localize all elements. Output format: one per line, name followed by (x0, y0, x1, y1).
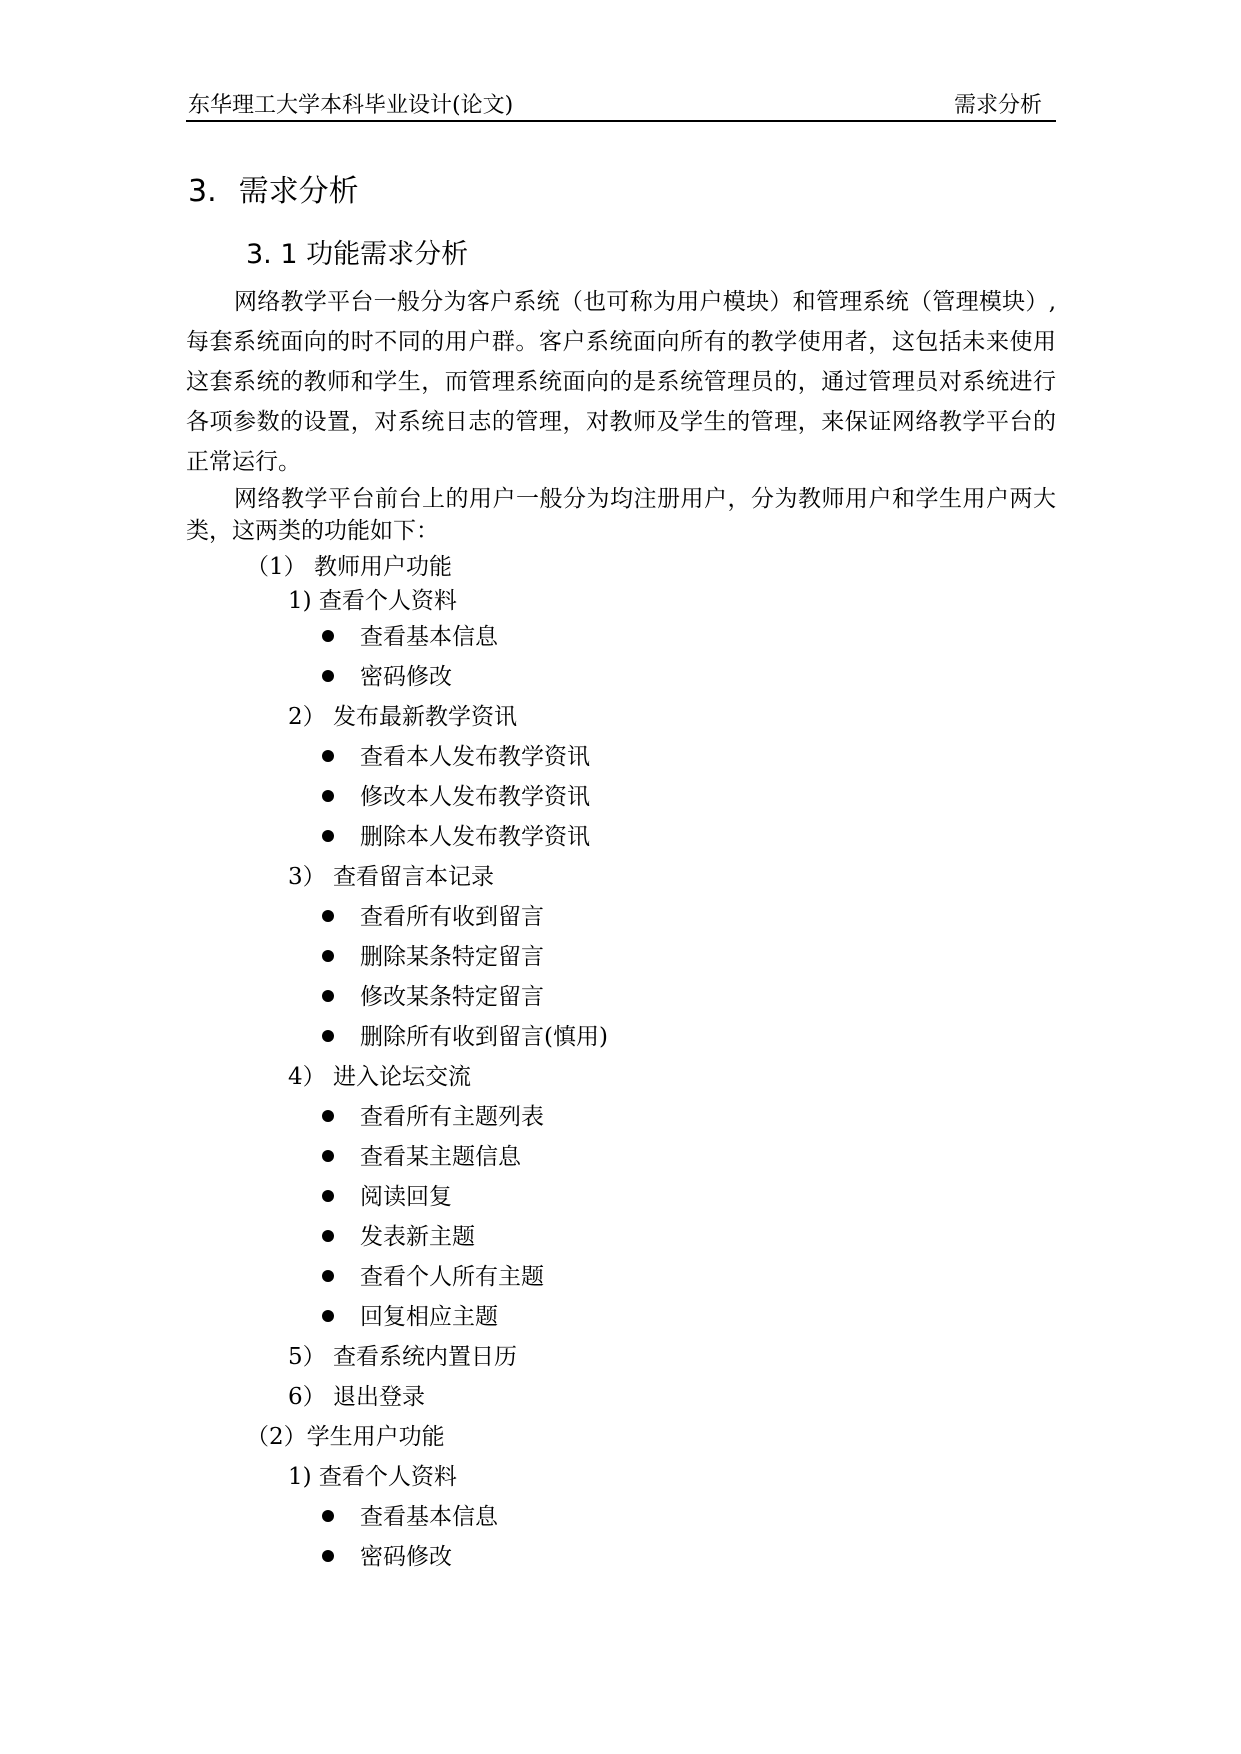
bullet-item: 删除某条特定留言 (322, 938, 544, 971)
bullet-item: 修改本人发布教学资讯 (322, 778, 590, 811)
bullet-item: 阅读回复 (322, 1178, 452, 1211)
outline-item-title: 3） 查看留言本记录 (288, 864, 494, 890)
outline-student-title: （2）学生用户功能 (246, 1424, 445, 1450)
section-number: 3. (188, 174, 217, 209)
bullet-dot-icon (322, 830, 334, 842)
bullet-item: 删除本人发布教学资讯 (322, 818, 590, 851)
bullet-dot-icon (322, 750, 334, 762)
bullet-dot-icon (322, 1030, 334, 1042)
bullet-dot-icon (322, 1110, 334, 1122)
outline-item-title: 6） 退出登录 (288, 1384, 425, 1410)
bullet-item: 查看本人发布教学资讯 (322, 738, 590, 771)
header-chapter-title: 需求分析 (953, 93, 1042, 118)
bullet-item: 密码修改 (322, 1538, 452, 1571)
paragraph: 网络教学平台一般分为客户系统（也可称为用户模块）和管理系统（管理模块）,每套系统面向的时不同的用户群。客户系统面向所有的教学使用者，这包括未来使用这套系统的教师和学生，而管理系统面向的是系统管理员的，通过管理员对系统进行各项参数的设置，对系统日志的管理，对教师及学生的管理，来保证网络教学平台的正常运行。 (186, 289, 1056, 475)
bullet-item: 查看基本信息 (322, 618, 498, 651)
bullet-dot-icon (322, 1150, 334, 1162)
bullet-dot-icon (322, 1510, 334, 1522)
bullet-item: 删除所有收到留言(慎用) (322, 1018, 608, 1051)
subsection-heading: 3. 1 功能需求分析 (246, 239, 469, 270)
bullet-item: 查看基本信息 (322, 1498, 498, 1531)
section-heading (188, 166, 359, 210)
bullet-dot-icon (322, 790, 334, 802)
outline-item-title: 1) 查看个人资料 (288, 1464, 457, 1490)
paragraph: 网络教学平台前台上的用户一般分为均注册用户，分为教师用户和学生用户两大类，这两类的功能如下： (186, 486, 1056, 544)
bullet-dot-icon (322, 1310, 334, 1322)
bullet-dot-icon (322, 1270, 334, 1282)
bullet-item: 发表新主题 (322, 1218, 475, 1251)
bullet-dot-icon (322, 1230, 334, 1242)
bullet-item: 查看某主题信息 (322, 1138, 521, 1171)
bullet-item: 查看所有收到留言 (322, 898, 544, 931)
bullet-dot-icon (322, 990, 334, 1002)
page-header (186, 82, 1056, 122)
bullet-dot-icon (322, 950, 334, 962)
bullet-item: 回复相应主题 (322, 1298, 498, 1331)
bullet-item: 修改某条特定留言 (322, 978, 544, 1011)
bullet-item: 查看所有主题列表 (322, 1098, 544, 1131)
outline-item-title: 4） 进入论坛交流 (288, 1064, 471, 1090)
bullet-dot-icon (322, 670, 334, 682)
bullet-dot-icon (322, 630, 334, 642)
bullet-dot-icon (322, 910, 334, 922)
section-title: 需求分析 (238, 174, 359, 209)
outline-item-title: 1) 查看个人资料 (288, 588, 457, 614)
bullet-dot-icon (322, 1190, 334, 1202)
bullet-dot-icon (322, 1550, 334, 1562)
bullet-item: 查看个人所有主题 (322, 1258, 544, 1291)
outline-item-title: 2） 发布最新教学资讯 (288, 704, 517, 730)
bullet-item: 密码修改 (322, 658, 452, 691)
outline-item-title: 5） 查看系统内置日历 (288, 1344, 517, 1370)
header-thesis-title: 东华理工大学本科毕业设计(论文) (188, 93, 514, 118)
outline-teacher-title: （1） 教师用户功能 (246, 554, 452, 580)
